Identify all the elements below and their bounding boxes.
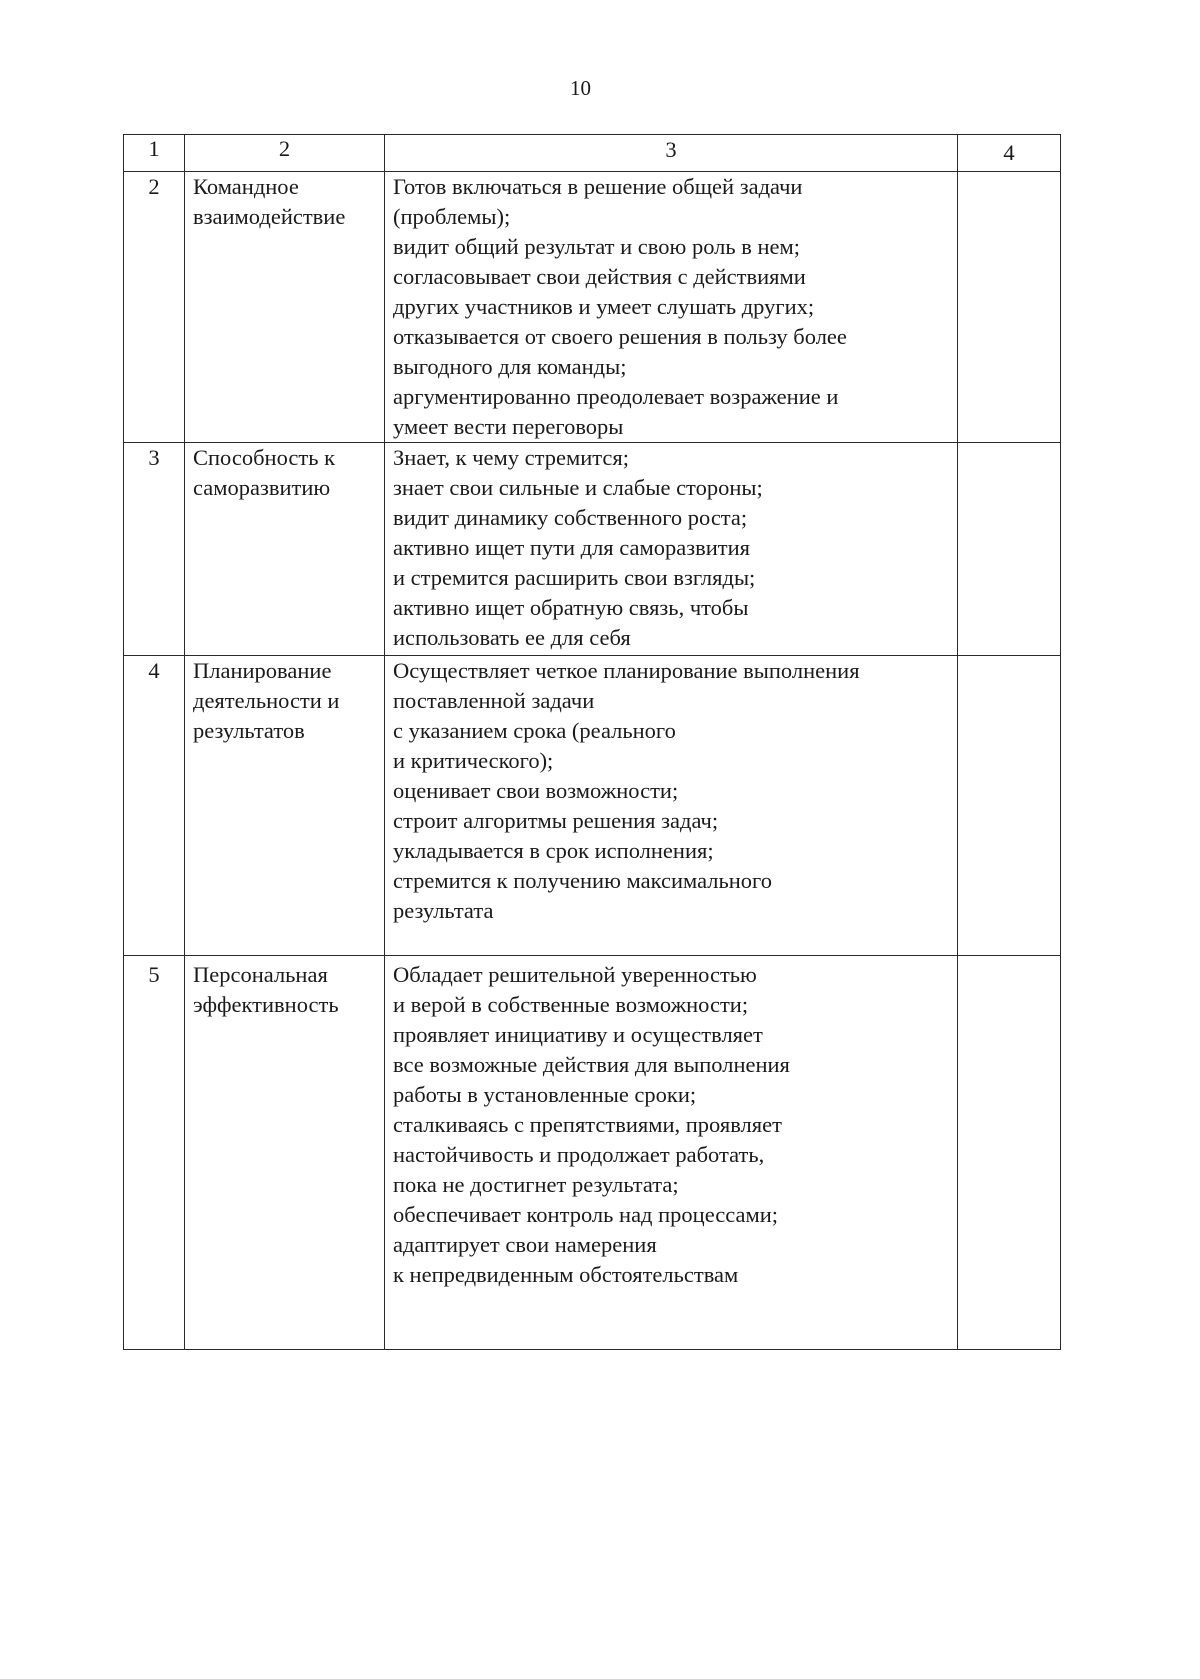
table-header-row xyxy=(124,135,1061,172)
table-row xyxy=(124,172,1061,443)
description-line: Обладает решительной уверенностью xyxy=(393,962,757,987)
score-cell xyxy=(958,656,1061,956)
description-line: и стремится расширить свои взгляды; xyxy=(393,565,756,590)
competency-line: Способность к xyxy=(193,445,336,470)
description-line: видит динамику собственного роста; xyxy=(393,505,748,530)
header-col-4: 4 xyxy=(958,135,1061,172)
description-line: поставленной задачи xyxy=(393,688,595,713)
description-line: все возможные действия для выполнения xyxy=(393,1052,790,1077)
competency-table xyxy=(123,134,1061,1350)
competency-name xyxy=(185,172,385,443)
competency-line: результатов xyxy=(193,718,305,743)
description-line: знает свои сильные и слабые стороны; xyxy=(393,475,763,500)
table-row xyxy=(124,956,1061,1350)
description-line: аргументированно преодолевает возражение и xyxy=(393,384,839,409)
description-line: использовать ее для себя xyxy=(393,625,631,650)
description-line: к непредвиденным обстоятельствам xyxy=(393,1262,739,1287)
header-col-3: 3 xyxy=(385,135,958,172)
table-row xyxy=(124,443,1061,656)
description-line: выгодного для команды; xyxy=(393,354,627,379)
description-line: проявляет инициативу и осуществляет xyxy=(393,1022,763,1047)
row-number: 2 xyxy=(124,172,185,443)
header-col-2: 2 xyxy=(185,135,385,172)
description-line: настойчивость и продолжает работать, xyxy=(393,1142,765,1167)
description-line: отказывается от своего решения в пользу более xyxy=(393,324,847,349)
description-line: Готов включаться в решение общей задачи xyxy=(393,174,803,199)
description-line: согласовывает свои действия с действиями xyxy=(393,264,806,289)
competency-line: Планирование xyxy=(193,658,332,683)
description-line: оценивает свои возможности; xyxy=(393,778,679,803)
description-line: активно ищет обратную связь, чтобы xyxy=(393,595,749,620)
competency-line: саморазвитию xyxy=(193,475,331,500)
description-line: работы в установленные сроки; xyxy=(393,1082,697,1107)
description-line: и критического); xyxy=(393,748,554,773)
header-col-1: 1 xyxy=(124,135,185,172)
description-line: Знает, к чему стремится; xyxy=(393,445,629,470)
row-number: 3 xyxy=(124,443,185,656)
competency-description xyxy=(385,656,958,956)
competency-name xyxy=(185,956,385,1350)
description-line: пока не достигнет результата; xyxy=(393,1172,679,1197)
competency-name xyxy=(185,443,385,656)
description-line: стремится к получению максимального xyxy=(393,868,772,893)
description-line: умеет вести переговоры xyxy=(393,414,624,439)
description-line: укладывается в срок исполнения; xyxy=(393,838,714,863)
competency-line: Персональная xyxy=(193,962,328,987)
description-line: (проблемы); xyxy=(393,204,511,229)
description-line: сталкиваясь с препятствиями, проявляет xyxy=(393,1112,782,1137)
score-cell xyxy=(958,172,1061,443)
description-line: Осуществляет четкое планирование выполнения xyxy=(393,658,860,683)
competency-description xyxy=(385,172,958,443)
competency-line: эффективность xyxy=(193,992,339,1017)
description-line: результата xyxy=(393,898,494,923)
score-cell xyxy=(958,956,1061,1350)
description-line: других участников и умеет слушать других; xyxy=(393,294,815,319)
page-number: 10 xyxy=(570,76,591,100)
competency-line: Командное xyxy=(193,174,299,199)
row-number: 5 xyxy=(124,956,185,1350)
description-line: с указанием срока (реального xyxy=(393,718,676,743)
competency-line: деятельности и xyxy=(193,688,340,713)
description-line: строит алгоритмы решения задач; xyxy=(393,808,719,833)
score-cell xyxy=(958,443,1061,656)
description-line: и верой в собственные возможности; xyxy=(393,992,749,1017)
description-line: активно ищет пути для саморазвития xyxy=(393,535,751,560)
description-line: адаптирует свои намерения xyxy=(393,1232,657,1257)
competency-description xyxy=(385,956,958,1350)
description-line: обеспечивает контроль над процессами; xyxy=(393,1202,779,1227)
table-row xyxy=(124,656,1061,956)
description-line: видит общий результат и свою роль в нем; xyxy=(393,234,801,259)
competency-description xyxy=(385,443,958,656)
competency-name xyxy=(185,656,385,956)
row-number: 4 xyxy=(124,656,185,956)
competency-line: взаимодействие xyxy=(193,204,346,229)
